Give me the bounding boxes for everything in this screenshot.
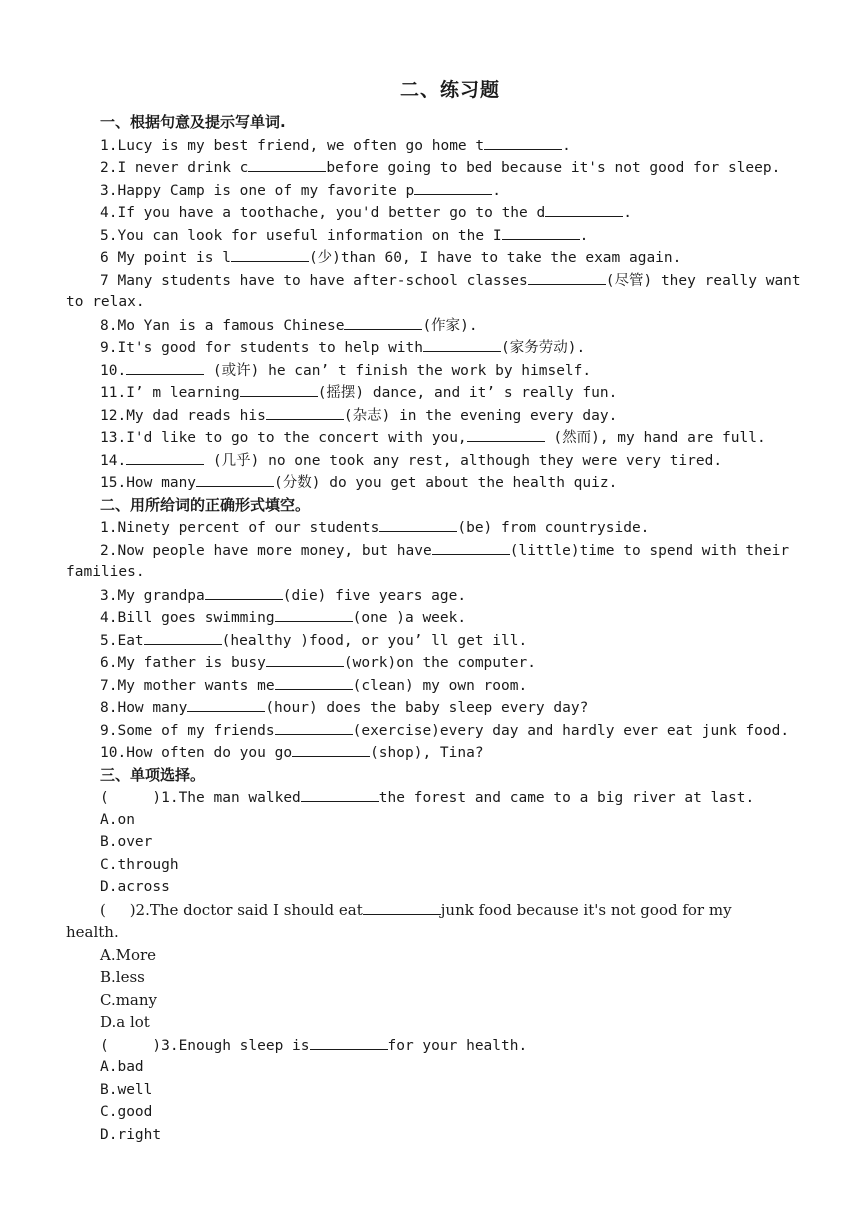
choice-option-c[interactable]: C.good	[100, 1104, 153, 1120]
answer-blank[interactable]	[301, 786, 379, 802]
page-title: 二、练习题	[399, 79, 500, 101]
answer-blank[interactable]	[528, 269, 606, 285]
answer-blank[interactable]	[414, 179, 492, 195]
answer-blank[interactable]	[423, 336, 501, 352]
answer-blank[interactable]	[126, 449, 204, 465]
answer-blank[interactable]	[275, 674, 353, 690]
question-line: 4.Bill goes swimming (one )a week.	[66, 606, 798, 629]
choice-option-d[interactable]: D.a lot	[100, 1013, 150, 1031]
answer-blank[interactable]	[484, 134, 562, 150]
question-line: 4.If you have a toothache, you'd better go to the d .	[66, 201, 798, 224]
answer-blank[interactable]	[196, 471, 274, 487]
answer-blank[interactable]	[240, 381, 318, 397]
question-line: 5.You can look for useful information on the I .	[66, 224, 798, 247]
answer-blank[interactable]	[231, 246, 309, 262]
question-line: 8.How many (hour) does the baby sleep every day?	[66, 696, 798, 719]
answer-blank[interactable]	[310, 1034, 388, 1050]
question-line: ( )2.The doctor said I should eat junk food because it's not good for my	[100, 900, 732, 919]
question-line: 6.My father is busy (work)on the computer.	[66, 651, 798, 674]
question-line: 6 My point is l (少)than 60, I have to take the exam again.	[66, 246, 798, 269]
answer-blank[interactable]	[187, 696, 265, 712]
answer-blank[interactable]	[266, 404, 344, 420]
answer-blank[interactable]	[292, 741, 370, 757]
question-line: 8.Mo Yan is a famous Chinese (作家).	[66, 314, 798, 337]
question-line: 7.My mother wants me (clean) my own room.	[66, 674, 798, 697]
question-line: 10. (或许) he can’ t finish the work by himself.	[66, 359, 798, 382]
answer-blank[interactable]	[144, 629, 222, 645]
question-line: ( )1.The man walked the forest and came to a big river at last.	[66, 786, 798, 809]
choice-option-c[interactable]: C.many	[100, 990, 158, 1009]
question-line: 15.How many (分数) do you get about the health quiz.	[66, 471, 798, 494]
question-continuation: families.	[66, 564, 145, 580]
answer-blank[interactable]	[467, 426, 545, 442]
answer-blank[interactable]	[545, 201, 623, 217]
section-heading: 一、根据句意及提示写单词.	[100, 113, 286, 131]
worksheet-content	[66, 111, 801, 1146]
answer-blank[interactable]	[266, 651, 344, 667]
question-line: 10.How often do you go (shop), Tina?	[66, 741, 798, 764]
answer-blank[interactable]	[502, 224, 580, 240]
answer-blank[interactable]	[275, 606, 353, 622]
answer-blank[interactable]	[205, 584, 283, 600]
question-line: 3.Happy Camp is one of my favorite p .	[66, 179, 798, 202]
answer-blank[interactable]	[344, 314, 422, 330]
answer-blank[interactable]	[363, 899, 441, 915]
question-line: 12.My dad reads his (杂志) in the evening every day.	[66, 404, 798, 427]
choice-option-a[interactable]: A.bad	[100, 1059, 144, 1075]
choice-option-b[interactable]: B.less	[100, 968, 145, 986]
section-heading: 二、用所给词的正确形式填空。	[100, 495, 311, 514]
choice-option-b[interactable]: B.over	[100, 834, 153, 850]
answer-blank[interactable]	[275, 719, 353, 735]
question-line: ( )3.Enough sleep is for your health.	[66, 1034, 798, 1057]
question-continuation: health.	[66, 923, 119, 941]
question-line: 5.Eat (healthy )food, or you’ ll get ill.	[66, 629, 798, 652]
question-continuation: to relax.	[66, 294, 145, 310]
choice-option-a[interactable]: A.More	[100, 945, 157, 964]
answer-blank[interactable]	[432, 539, 510, 555]
answer-blank[interactable]	[126, 359, 204, 375]
question-line: 13.I'd like to go to the concert with you, (然而), my hand are full.	[66, 426, 798, 449]
question-line: 7 Many students have to have after-school classes (尽管) they really want	[66, 269, 798, 292]
answer-blank[interactable]	[248, 156, 326, 172]
question-line: 2.I never drink c before going to bed because it's not good for sleep.	[66, 156, 798, 179]
question-line: 1.Lucy is my best friend, we often go home t .	[66, 134, 798, 157]
answer-blank[interactable]	[379, 516, 457, 532]
question-line: 14. (几乎) no one took any rest, although they were very tired.	[66, 449, 798, 472]
question-line: 9.Some of my friends (exercise)every day and hardly ever eat junk food.	[66, 719, 798, 742]
section-heading: 三、单项选择。	[100, 765, 206, 784]
choice-option-d[interactable]: D.across	[100, 879, 170, 895]
question-line: 1.Ninety percent of our students (be) from countryside.	[66, 516, 798, 539]
choice-option-b[interactable]: B.well	[100, 1081, 153, 1098]
question-line: 11.I’ m learning (摇摆) dance, and it’ s really fun.	[66, 381, 798, 404]
choice-option-c[interactable]: C.through	[100, 856, 179, 873]
question-line: 9.It's good for students to help with (家务劳动).	[66, 336, 798, 359]
choice-option-d[interactable]: D.right	[100, 1126, 162, 1143]
question-line: 3.My grandpa (die) five years age.	[66, 584, 798, 607]
choice-option-a[interactable]: A.on	[100, 811, 135, 828]
question-line: 2.Now people have more money, but have (little)time to spend with their	[66, 539, 798, 562]
